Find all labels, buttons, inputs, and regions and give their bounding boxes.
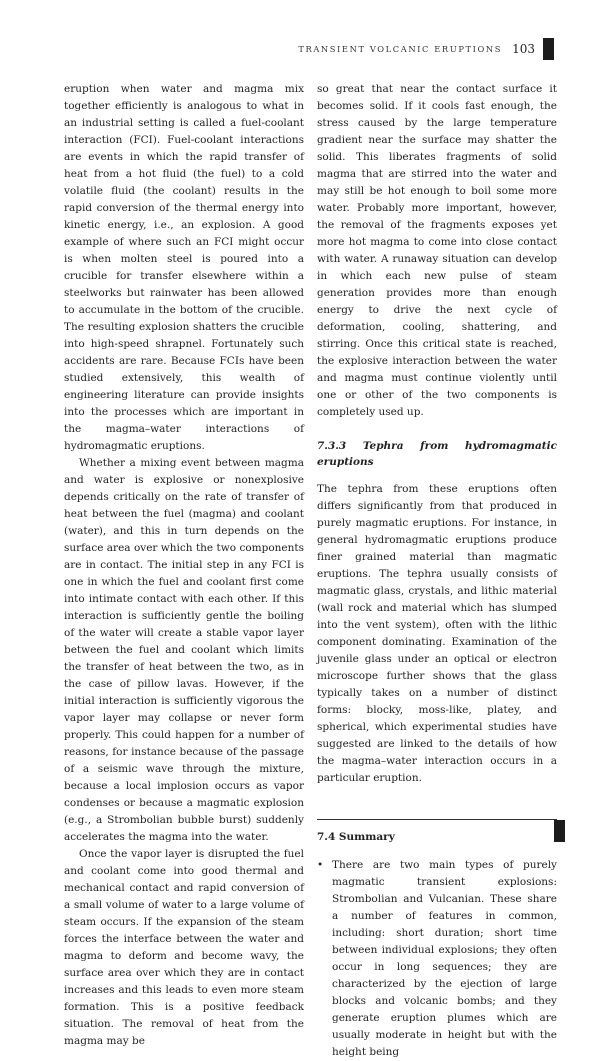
summary-tab-bar [554,820,565,842]
summary-heading: 7.4 Summary [317,831,395,843]
tephra-paragraph: The tephra from these eruptions often differs significantly from that produced in purely magmatic eruptions. For instance, in general hydromagmatic eruptions produce finer grained material than magmatic eruptions. The tephra usually consists of magmatic glass, crystals, and lithic material (wall rock and material which has slumped into the vent system), often with the lithic component dominating. Examination of the juvenile glass under an optical or electron microscope further shows that the glass typically takes on a number of distinct forms: blocky, moss-like, platey, and spherical, which experimental studies have suggested are linked to the details of how the magma–water interaction occurs in a particular eruption. [317,483,557,784]
body-paragraph-3: Once the vapor layer is disrupted the fuel and coolant come into good thermal and mechanical contact and rapid conversion of a small volume of water to a large volume of steam occurs. If the expansion of the steam forces the interface between the water and magma to deform and become wavy, the surface area over which they are in contact increases and this leads to even more steam formation. This is a positive feedback situation. The removal of heat from the magma may be [64,848,304,1047]
running-head: TRANSIENT VOLCANIC ERUPTIONS [298,44,503,54]
section-number: 7.3.3 [317,440,347,452]
page-number: 103 [512,42,535,56]
body-paragraph-2: Whether a mixing event between magma and water is explosive or nonexplosive depends critically on the rate of transfer of heat between the fuel (magma) and coolant (water), and this in turn depends on the surface area over which the two components are in contact. The initial step in any FCI is one in which the fuel and coolant first come into intimate contact with each other. If this interaction is sufficiently gentle the boiling of the water will create a stable vapor layer between the fuel and coolant which limits the transfer of heat between the two, as in the case of pillow lavas. However, if the initial interaction is sufficiently vigorous the vapor layer may collapse or never form properly. This could happen for a number of reasons, for instance because of the passage of a seismic wave through the mixture, because a local implosion occurs as vapor condenses or because a magmatic explosion (e.g., a Strombolian bubble burst) suddenly accelerates the magma into the water. [64,457,304,843]
summary-bullet-text: There are two main types of purely magmatic transient explosions: Strombolian and Vulcanian. These share a number of features in common, including: short duration; short time between individual explosions; they often occur in long sequences; they are characterized by the ejection of large blocks and volcanic bombs; and they generate eruption plumes which are usually moderate in height but with the height being [332,859,557,1058]
right-column [317,81,557,1061]
left-column [64,81,304,1050]
body-paragraph-1: eruption when water and magma mix together efficiently is analogous to what in an industrial setting is called a fuel-coolant interaction (FCI). Fuel-coolant interactions are events in which the rapid transfer of heat from a hot fluid (the fuel) to a cold volatile fluid (the coolant) results in the rapid conversion of the thermal energy into kinetic energy, i.e., an explosion. A good example of where such an FCI might occur is when molten steel is poured into a crucible for transfer elsewhere within a steelworks but rainwater has been allowed to accumulate in the bottom of the crucible. The resulting explosion shatters the crucible into high-speed shrapnel. Fortunately such accidents are rare. Because FCIs have been studied extensively, this wealth of engineering literature can provide insights into the processes which are important in the magma–water interactions of hydromagmatic eruptions. [64,83,304,452]
page-header [298,38,535,60]
section-title: Tephra from hydromagmatic eruptions [317,440,558,468]
body-paragraph-continued: so great that near the contact surface it becomes solid. If it cools fast enough, the stress caused by the large temperature gradient near the surface may shatter the solid. This liberates fragments of solid magma that are stirred into the water and may still be hot enough to boil some more water. Probably more important, however, the removal of the fragments exposes yet more hot magma to come into close contact with water. A runaway situation can develop in which each new pulse of steam generation provides more than enough energy to drive the next cycle of deformation, cooling, shattering, and stirring. Once this critical state is reached, the explosive interaction between the water and magma must continue violently until one or other of the two components is completely used up. [317,83,557,418]
section-heading-7-3-3 [317,438,557,470]
summary-bullet-item [317,857,557,1061]
bullet-icon: • [317,859,324,871]
header-tab-bar [543,38,554,60]
summary-heading-block [317,819,557,845]
